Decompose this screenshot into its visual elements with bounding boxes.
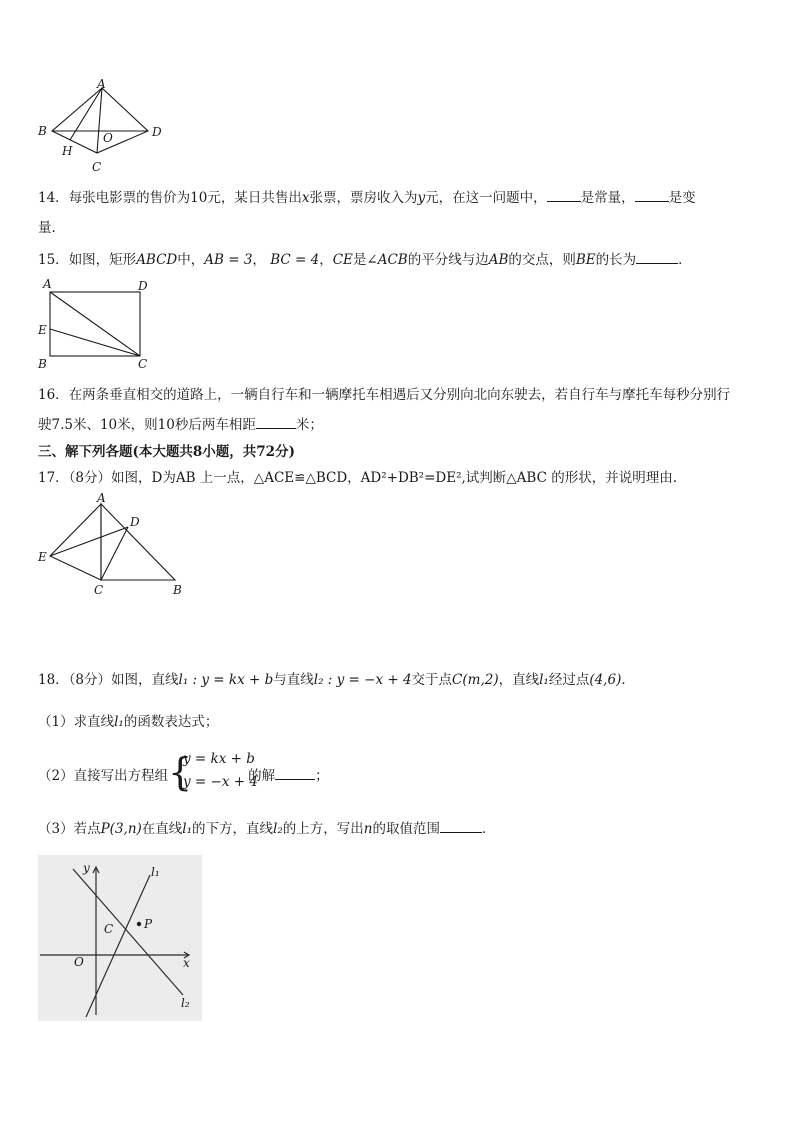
- diagonal-ac: [50, 292, 140, 356]
- q18-text-f: ．: [621, 672, 635, 688]
- q18-p1-text-b: 的函数表达式；: [123, 714, 219, 730]
- q18-p3-end: ．: [481, 821, 496, 837]
- q16-text-b: 驶7.5米、10米，则10秒后两车相距: [38, 417, 256, 433]
- q18-p2-end: ；: [315, 768, 329, 784]
- q15-sep: ，: [252, 252, 266, 268]
- label-b: B: [173, 583, 182, 597]
- segment-ed: [50, 527, 128, 556]
- q15-text-e: 的平分线与边: [407, 252, 489, 268]
- label-e: E: [38, 323, 47, 337]
- q16-text-c: 米；: [295, 417, 323, 433]
- label-d: D: [152, 125, 162, 139]
- q18-p3-blank[interactable]: [440, 818, 482, 833]
- figure-background: [38, 855, 202, 1021]
- q15-abcd: ABCD: [136, 252, 178, 268]
- q18-text-d: ，直线: [498, 672, 540, 688]
- label-e: E: [38, 550, 47, 564]
- q18-line-l2: l₂ : y = −x + 4: [313, 672, 412, 688]
- q14-blank-1[interactable]: [547, 187, 581, 202]
- q17-number: 17．: [38, 470, 69, 486]
- label-o: O: [74, 955, 84, 969]
- label-a: A: [97, 78, 106, 91]
- q15-be: BE: [575, 252, 596, 268]
- q15-ce: CE: [332, 252, 353, 268]
- q18-part-3: [38, 818, 495, 838]
- label-c: C: [94, 583, 104, 597]
- label-d: D: [130, 515, 140, 529]
- q18-p2-text-b: 的解: [248, 768, 276, 784]
- label-y: y: [83, 861, 90, 875]
- q15-text-c: ，: [319, 252, 333, 268]
- q18-text-b: 与直线: [273, 672, 314, 688]
- q18-p1-line: l₁: [114, 714, 124, 730]
- equation-2: y = −x + 4: [183, 774, 258, 790]
- q18-p3-n: n: [363, 821, 373, 837]
- figure-rhombus: [30, 78, 180, 178]
- triangle-ace: [50, 504, 101, 580]
- q18-p1-text: （1）求直线: [38, 714, 115, 730]
- point-p: [137, 922, 141, 926]
- q14-text-f: 量．: [38, 220, 65, 236]
- q18-text-a: （8分）如图，直线: [68, 672, 179, 688]
- label-c: C: [104, 922, 114, 936]
- q15-number: 15．: [38, 252, 69, 268]
- q18-part-1: [38, 713, 218, 731]
- q14-var-y: y: [417, 190, 426, 206]
- q18-p3-line-l1: l₁: [182, 821, 193, 837]
- equation-brace: {: [168, 750, 193, 794]
- section-heading: 三、解下列各题(本大题共8小题，共72分): [38, 444, 295, 460]
- q15-text-a: 如图，矩形: [68, 252, 137, 268]
- q18-p2-text: （2）直接写出方程组: [38, 768, 169, 784]
- q14-blank-2[interactable]: [635, 187, 669, 202]
- q14-text-e: 是变: [668, 190, 696, 206]
- q18-p3-text-c: 的下方，直线: [192, 821, 274, 837]
- label-l1: l₁: [151, 865, 160, 879]
- label-c: C: [92, 160, 102, 174]
- label-d: D: [138, 279, 148, 293]
- question-18: [38, 671, 635, 689]
- q18-point-c: C(m,2): [452, 672, 499, 688]
- q18-point: (4,6): [589, 672, 622, 688]
- question-14-cont: [38, 219, 65, 237]
- question-15: [38, 249, 692, 269]
- q15-end: ．: [678, 252, 692, 268]
- q18-p3-text-d: 的上方，写出: [282, 821, 364, 837]
- q18-text-c: 交于点: [411, 672, 453, 688]
- q15-ab: AB = 3: [204, 252, 253, 268]
- figure-rectangle: [30, 276, 160, 372]
- q18-p3-line-l2: l₂: [273, 821, 283, 837]
- question-16-cont: [38, 414, 323, 434]
- q18-p3-point: P(3,n): [100, 821, 142, 837]
- label-x: x: [183, 956, 190, 970]
- label-a: A: [97, 491, 106, 505]
- q15-text-g: 的长为: [595, 252, 637, 268]
- segment-ah: [70, 88, 102, 140]
- q17-text: （8分）如图，D为AB 上一点，△ACE≌△BCD，AD²+DB²=DE²,试判断△ABC 的形状，并说明理由.: [68, 470, 678, 486]
- q18-text-e: 经过点: [548, 672, 590, 688]
- q16-number: 16．: [38, 387, 69, 403]
- q16-blank[interactable]: [256, 414, 296, 429]
- label-a: A: [43, 277, 52, 291]
- q18-line-l1: l₁ : y = kx + b: [178, 672, 274, 688]
- q15-text-d: 是∠: [352, 252, 378, 268]
- figure-coordinate-plane: [38, 855, 202, 1021]
- label-b: B: [38, 124, 47, 138]
- question-14: [38, 187, 696, 207]
- q18-line-l1b: l₁: [539, 672, 549, 688]
- segment-ec: [50, 329, 140, 356]
- q15-bc: BC = 4: [270, 252, 320, 268]
- question-16: [38, 386, 730, 404]
- q14-text-b: 张票，票房收入为: [309, 190, 418, 206]
- q15-text-b: 中，: [177, 252, 205, 268]
- q15-blank[interactable]: [636, 249, 678, 264]
- q18-p3-text-b: 在直线: [141, 821, 183, 837]
- q15-text-f: 的交点，则: [508, 252, 576, 268]
- figure-triangles: [30, 490, 200, 600]
- q14-number: 14．: [38, 190, 69, 206]
- label-b: B: [38, 357, 47, 371]
- label-p: P: [144, 917, 153, 931]
- q14-text-a: 每张电影票的售价为10元，某日共售出: [68, 190, 302, 206]
- q18-number: 18．: [38, 672, 69, 688]
- q15-ab2: AB: [488, 252, 509, 268]
- q15-acb: ACB: [377, 252, 408, 268]
- q18-p3-text-e: 的取值范围: [372, 821, 440, 837]
- q16-text-a: 在两条垂直相交的道路上，一辆自行车和一辆摩托车相遇后又分别向北向东驶去，若自行车与摩托车每秒分别行: [68, 387, 731, 403]
- label-c: C: [138, 357, 148, 371]
- q14-var-x: x: [301, 190, 310, 206]
- q18-p2-blank[interactable]: [275, 765, 315, 780]
- question-17: [38, 469, 677, 487]
- equation-1: y = kx + b: [183, 751, 255, 767]
- label-o: O: [103, 131, 113, 145]
- diagonal-ac: [97, 88, 102, 153]
- q14-text-c: 元，在这一问题中，: [425, 190, 547, 206]
- label-l2: l₂: [181, 996, 190, 1010]
- q18-p3-text: （3）若点: [38, 821, 101, 837]
- label-h: H: [62, 144, 73, 158]
- q14-text-d: 是常量，: [580, 190, 635, 206]
